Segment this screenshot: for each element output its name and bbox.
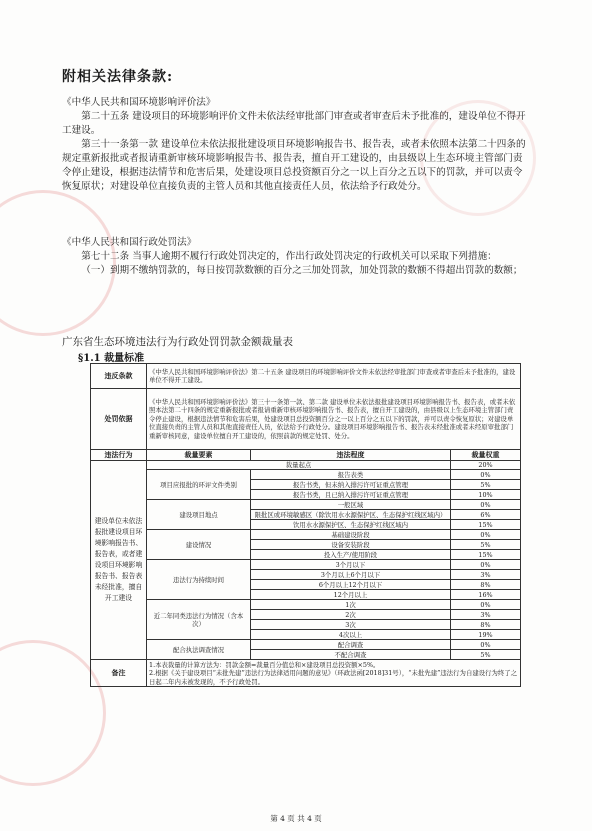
weight-cell: 5% [451, 480, 521, 490]
factor-cell: 近二年同类违法行为情况（含本次） [147, 600, 251, 640]
law-paragraph: 第三十一条第一款 建设单位未依法报批建设项目环境影响报告书、报告表，或者未依照本法第二十四条的规定重新报批或者报请重新审核环境影响报告书、报告表，擅自开工建设的，由县级以上生态环境主管部门责令停止建设，根据违法情节和危害后果，处建设项目总投资额百分之一以上百分之五以下的罚款，并可以责令恢复原状；对建设单位直接负责的主管人员和其他直接责任人员，依法给予行政处分。 [62, 139, 526, 192]
degree-cell: 报告表类 [251, 470, 451, 480]
note-line: 2.根据《关于建设项目“未批先建”违法行为法律适用问题的意见》（环政法函[2018]31号），“未批先建”违法行为自建设行为终了之日起二年内未被发现的，不予行政处罚。 [149, 669, 518, 686]
penalty-discretion-table [90, 363, 521, 687]
degree-cell: 1次 [251, 600, 451, 610]
row-label: 备注 [91, 660, 147, 687]
weight-cell: 5% [451, 650, 521, 660]
law-section-eia [62, 96, 532, 194]
page-number: 第 4 页 共 4 页 [270, 814, 322, 823]
degree-cell: 12个月以上 [251, 590, 451, 600]
factor-cell: 建设情况 [147, 530, 251, 560]
weight-cell: 3% [451, 570, 521, 580]
row-label: 违反条款 [91, 364, 147, 389]
weight-cell: 6% [451, 510, 521, 520]
degree-cell: 报告书类，但未纳入排污许可证重点管理 [251, 480, 451, 490]
weight-cell: 15% [451, 520, 521, 530]
law-title: 《中华人民共和国环境影响评价法》 [62, 97, 216, 108]
column-header: 裁量权重 [451, 450, 521, 461]
weight-cell: 0% [451, 500, 521, 510]
weight-cell: 3% [451, 610, 521, 620]
factor-cell: 违法行为持续时间 [147, 560, 251, 600]
degree-cell: 3个月以下 [251, 560, 451, 570]
base-label: 裁量起点 [147, 461, 451, 470]
penalty-text: 《中华人民共和国环境影响评价法》第三十一条第一款、第二款 建设单位未依法报批建设项目环境影响报告书、报告表，或者未依照本法第二十四条的规定重新报批或者报请重新审核环境影响报告书、报告表，擅自开工建设的，由县级以上生态环境主管部门责令停止建设，根据违法情节和危害后果，处建设项目总投资额百分之一以上百分之五以下的罚款，并可以责令恢复原状；对建设单位直接负责的主管人员和其他直接责任人员，依法给予行政处分。建设项目环境影响报告书、报告表未经批准或者未经原审批部门重新审核同意，建设单位擅自开工建设的，依照前款的规定处罚、处分。 [147, 389, 521, 450]
factor-cell: 项目应报批的环评文件类别 [147, 470, 251, 500]
weight-cell: 0% [451, 640, 521, 650]
column-header: 违法程度 [251, 450, 451, 461]
weight-cell: 0% [451, 600, 521, 610]
degree-cell: 报告书类，且已纳入排污许可证重点管理 [251, 490, 451, 500]
weight-cell: 0% [451, 470, 521, 480]
factor-cell: 配合执法调查情况 [147, 640, 251, 660]
degree-cell: 基础建设阶段 [251, 530, 451, 540]
law-paragraph: 第二十五条 建设项目的环境影响评价文件未依法经审批部门审查或者审查后未予批准的，建设单位不得开工建设。 [62, 111, 526, 136]
factor-cell: 建设项目地点 [147, 500, 251, 530]
degree-cell: 限批区或环境敏感区（除饮用水水源保护区、生态保护红线区域内） [251, 510, 451, 520]
violation-cell: 建设单位未依法报批建设项目环境影响报告书、报告表，或者建设项目环境影响报告书、报告表未经批准，擅自开工建设 [91, 461, 147, 660]
guideline-title: 广东省生态环境违法行为行政处罚罚款金额裁量表 [62, 336, 293, 348]
notes-cell [147, 660, 521, 687]
degree-cell: 投入生产/使用阶段 [251, 550, 451, 560]
weight-cell: 15% [451, 550, 521, 560]
weight-cell: 0% [451, 530, 521, 540]
base-weight: 20% [451, 461, 521, 470]
law-title: 《中华人民共和国行政处罚法》 [62, 237, 197, 248]
weight-cell: 8% [451, 620, 521, 630]
degree-cell: 设备安装阶段 [251, 540, 451, 550]
column-header: 违法行为 [91, 450, 147, 461]
degree-cell: 一般区域 [251, 500, 451, 510]
law-section-admin-penalty [62, 236, 532, 278]
column-header: 裁量要素 [147, 450, 251, 461]
degree-cell: 配合调查 [251, 640, 451, 650]
weight-cell: 8% [451, 580, 521, 590]
weight-cell: 5% [451, 540, 521, 550]
degree-cell: 6个月以上12个月以下 [251, 580, 451, 590]
attachment-heading: 附相关法律条款: [62, 69, 174, 85]
basis-text: 《中华人民共和国环境影响评价法》第二十五条 建设项目的环境影响评价文件未依法经审批部门审查或者审查后未予批准的，建设单位不得开工建设。 [147, 364, 521, 389]
degree-cell: 3次 [251, 620, 451, 630]
degree-cell: 不配合调查 [251, 650, 451, 660]
degree-cell: 2次 [251, 610, 451, 620]
row-label: 处罚依据 [91, 389, 147, 450]
degree-cell: 4次以上 [251, 630, 451, 640]
weight-cell: 0% [451, 560, 521, 570]
section-title: §1.1 裁量标准 [78, 353, 145, 364]
note-line: 1.本表裁量的计算方法为：罚款金额=裁量百分值总和×建设项目总投资额×5%。 [149, 660, 380, 669]
weight-cell: 19% [451, 630, 521, 640]
degree-cell: 饮用水水源保护区、生态保护红线区域内 [251, 520, 451, 530]
law-paragraph: （一）到期不缴纳罚款的，每日按罚款数额的百分之三加处罚款，加处罚款的数额不得超出罚款的数额； [81, 265, 523, 276]
weight-cell: 16% [451, 590, 521, 600]
law-paragraph: 第七十二条 当事人逾期不履行行政处罚决定的，作出行政处罚决定的行政机关可以采取下列措施： [81, 251, 497, 262]
degree-cell: 3个月以上6个月以下 [251, 570, 451, 580]
weight-cell: 10% [451, 490, 521, 500]
